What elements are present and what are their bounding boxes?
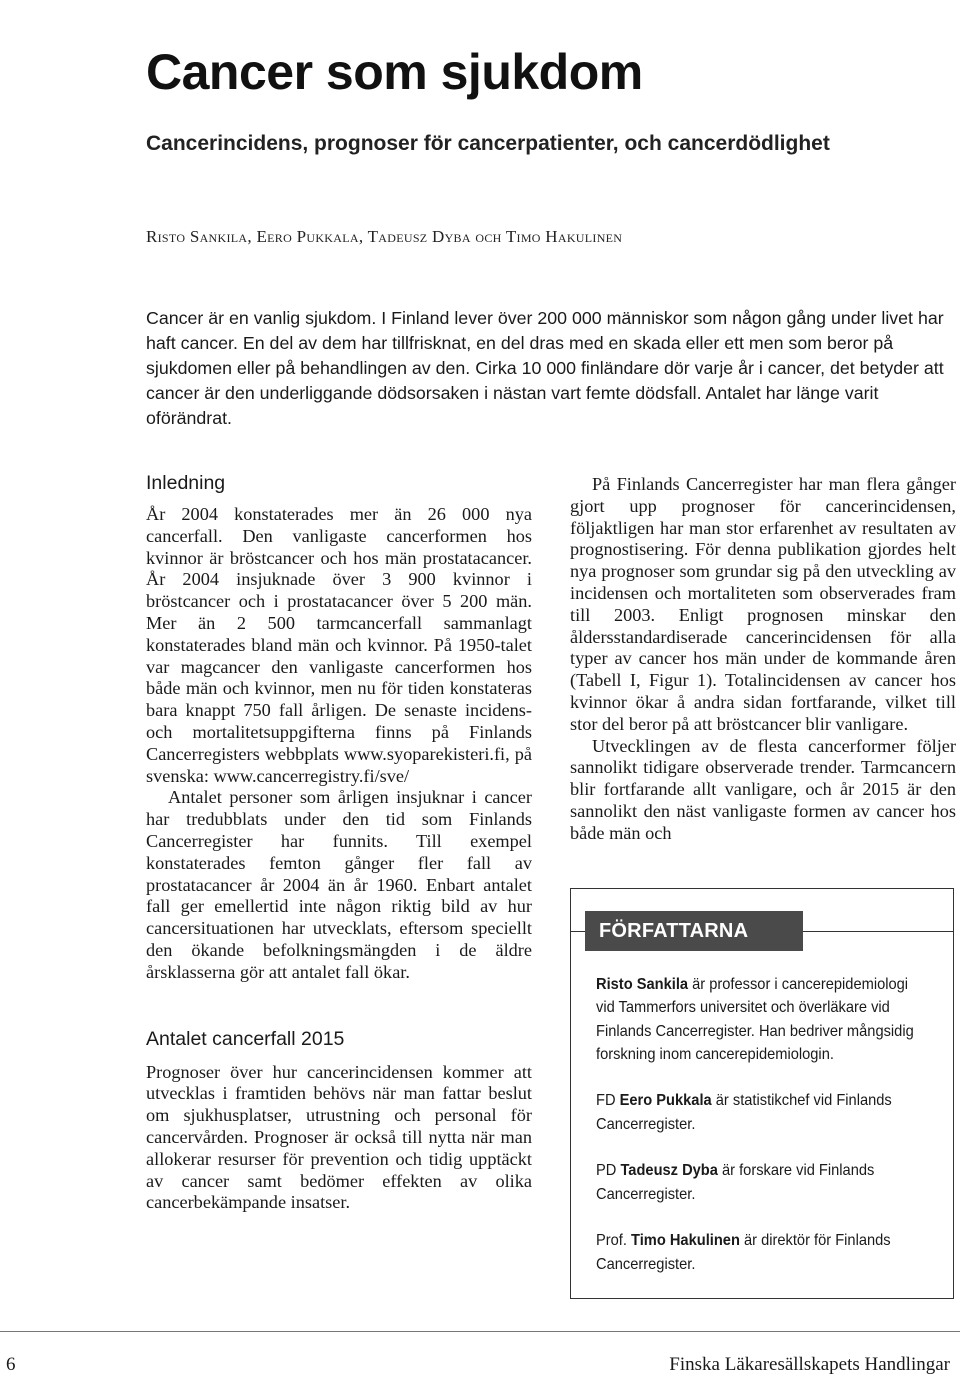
authors-box [570, 888, 954, 1299]
author-bio [596, 1229, 920, 1276]
author-title: FD [596, 1092, 620, 1110]
author-name: Timo Hakulinen [631, 1232, 740, 1250]
author-bio-text: är direktör för Finlands Cancerregister. [596, 1232, 891, 1273]
author-name: Eero Pukkala [619, 1092, 712, 1110]
author-name: Risto Sankila [596, 976, 689, 993]
author-bio-text: är statistikchef vid Finlands Cancerregister. [596, 1092, 892, 1133]
body-paragraph: År 2004 konstaterades mer än 26 000 nya cancerfall. Den vanligaste cancerformen hos kvinnor är bröstcancer och hos män prostatacancer. År 2004 insjuknade över 3 900 kvinnor i bröstcancer och i prostatacancer över 5 200 män. Mer än 2 500 tarmcancerfall sammanlagt konstaterades bland män och kvinnor. På 1950-talet var magcancer den vanligaste cancerformen hos både män och kvinnor, men nu för tiden konstateras bara knappt 750 fall årligen. De senaste incidens- och mortalitetsuppgifterna finns på Finlands Cancerregisters webbplats www.syoparekisteri.fi, på svenska: www.cancerregistry.fi/sve/ [146, 504, 532, 786]
author-bio [596, 1089, 920, 1136]
left-column [146, 470, 532, 1214]
authors-box-header: FÖRFATTARNA [585, 911, 803, 951]
body-paragraph: Prognoser över hur cancerincidensen kommer att utvecklas i framtiden behövs när man fattar beslut om sjukhusplatser, utrustning och personal för cancervården. Prognoser är också till nytta när man allokerar resurser för prevention och tidig upptäckt av cancer samt bedömer effekten av olika cancerbekämpande insatser. [146, 1061, 532, 1213]
author-title: Prof. [596, 1232, 632, 1250]
section-heading-antalet: Antalet cancerfall 2015 [146, 1027, 345, 1050]
page-subtitle: Cancerincidens, prognoser för cancerpatienter, och cancerdödlighet [146, 132, 830, 155]
journal-name: Finska Läkaresällskapets Handlingar [669, 1354, 950, 1375]
author-title: PD [596, 1162, 621, 1180]
page-title: Cancer som sjukdom [146, 44, 643, 100]
footer-divider [0, 1331, 960, 1332]
author-bio-text: är professor i cancerepidemiologi vid Tammerfors universitet och överläkare vid Finlands Cancerregister. Han bedriver mångsidig forskning inom cancerepidemiologin. [596, 976, 914, 1063]
author-bio [596, 1159, 920, 1206]
author-line: Risto Sankila, Eero Pukkala, Tadeusz Dyba och Timo Hakulinen [146, 227, 623, 246]
body-paragraph: På Finlands Cancerregister har man flera gånger gjort upp prognoser för cancerincidensen, följaktligen har man stor erfarenhet av resultaten av prognostisering. För denna publikation gjordes helt nya prognoser som grundar sig på den utveckling av incidensen och mortaliteten som observerades fram till 2003. Enligt prognosen minskar den åldersstandardiserade cancerincidensen för alla typer av cancer hos män under de kommande åren (Tabell I, Figur 1). Totalincidensen av cancer hos kvinnor ökar å andra sidan fortfarande, vilket till stor del beror på att bröstcancer blir vanligare. [570, 474, 956, 734]
author-bio-text: är forskare vid Finlands Cancerregister. [596, 1162, 875, 1203]
body-paragraph: Utvecklingen av de flesta cancerformer följer sannolikt tidigare observerade trender. Tarmcancern blir fortfarande allt vanligare, och år 2015 är den sannolikt den näst vanligaste formen av cancer hos både män och [570, 735, 956, 843]
author-bio [596, 973, 920, 1066]
authors-box-body [596, 973, 920, 1299]
author-name: Tadeusz Dyba [620, 1162, 718, 1180]
body-paragraph: Antalet personer som årligen insjuknar i cancer har tredubblats under den tid som Finlands Cancerregister har funnits. Till exempel konstaterades femton gånger fler fall av prostatacancer år 2004 än år 1960. Enbart antalet fall ger emellertid inte någon riktig bild av hur cancersituationen har utvecklats, eftersom speciellt den ökande befolkningsmängden i de äldre årsklasserna gör att antalet fall ökar. [146, 787, 532, 982]
page-number: 6 [6, 1354, 16, 1375]
section-heading-inledning: Inledning [146, 472, 226, 494]
lead-paragraph: Cancer är en vanlig sjukdom. I Finland lever över 200 000 människor som någon gång under livet har haft cancer. En del av dem har tillfrisknat, en del dras med en skada eller ett men som beror på sjukdomen eller på behandlingen av den. Cirka 10 000 finländare dör varje år i cancer, det betyder att cancer är den underliggande dödsorsaken i nästan vart femte dödsfall. Antalet har länge varit oförändrat. [146, 308, 944, 428]
right-column [570, 474, 956, 845]
